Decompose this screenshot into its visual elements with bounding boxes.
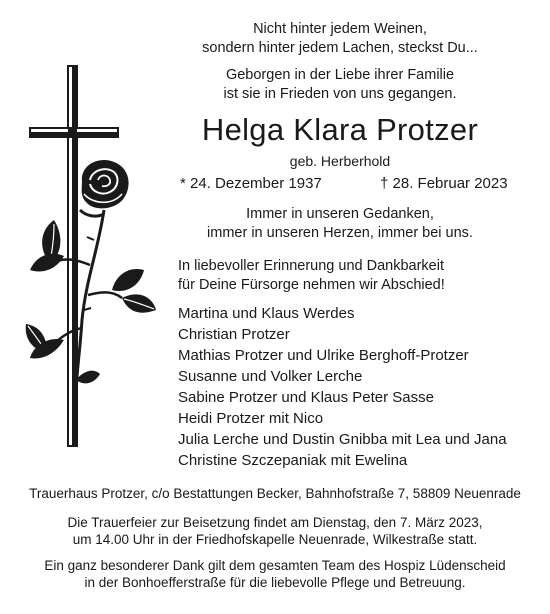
farewell-line: für Deine Fürsorge nehmen wir Abschied! <box>178 277 445 293</box>
list-item: Martina und Klaus Werdes <box>178 305 355 322</box>
quote-line: sondern hinter jedem Lachen, steckst Du... <box>202 40 478 56</box>
rose-icon <box>26 160 156 390</box>
death-date: † 28. Februar 2023 <box>380 175 508 192</box>
list-item: Mathias Protzer und Ulrike Berghoff-Protzer <box>178 347 469 364</box>
birth-date: * 24. Dezember 1937 <box>180 175 322 192</box>
gratitude-line: in der Bonhoefferstraße für die liebevolle Pflege und Betreuung. <box>84 575 466 590</box>
farewell-line: In liebevoller Erinnerung und Dankbarkeit <box>178 258 444 274</box>
deceased-name: Helga Klara Protzer <box>201 112 479 147</box>
funeral-details <box>0 514 550 548</box>
intro-line: ist sie in Frieden von uns gegangen. <box>223 86 457 102</box>
memory-line: immer in unseren Herzen, immer bei uns. <box>207 225 473 241</box>
intro-text <box>150 66 530 104</box>
intro-line: Geborgen in der Liebe ihrer Familie <box>225 67 455 83</box>
cross-with-rose-illustration <box>20 60 160 460</box>
list-item: Christian Protzer <box>178 326 290 343</box>
gratitude-line: Ein ganz besonderer Dank gilt dem gesamten Team des Hospiz Lüdenscheid <box>44 558 506 573</box>
list-item: Heidi Protzer mit Nico <box>178 410 324 427</box>
mourners-list <box>178 303 507 471</box>
funeral-line: Die Trauerfeier zur Beisetzung findet am Dienstag, den 7. März 2023, <box>67 515 483 530</box>
opening-quote <box>150 20 530 58</box>
funeral-line: um 14.00 Uhr in der Friedhofskapelle Neuenrade, Wilkestraße statt. <box>72 532 478 547</box>
list-item: Christine Szczepaniak mit Ewelina <box>178 452 408 469</box>
memory-text <box>150 205 530 243</box>
list-item: Julia Lerche und Dustin Gnibba mit Lea und Jana <box>178 431 507 448</box>
gratitude-note <box>0 557 550 591</box>
list-item: Susanne und Volker Lerche <box>178 368 363 385</box>
quote-line: Nicht hinter jedem Weinen, <box>253 21 427 37</box>
memory-line: Immer in unseren Gedanken, <box>246 206 434 222</box>
list-item: Sabine Protzer und Klaus Peter Sasse <box>178 389 434 406</box>
farewell-text <box>178 257 445 295</box>
mourning-house-address: Trauerhaus Protzer, c/o Bestattungen Becker, Bahnhofstraße 7, 58809 Neuenrade <box>29 486 521 501</box>
birth-name: geb. Herberhold <box>289 153 391 169</box>
